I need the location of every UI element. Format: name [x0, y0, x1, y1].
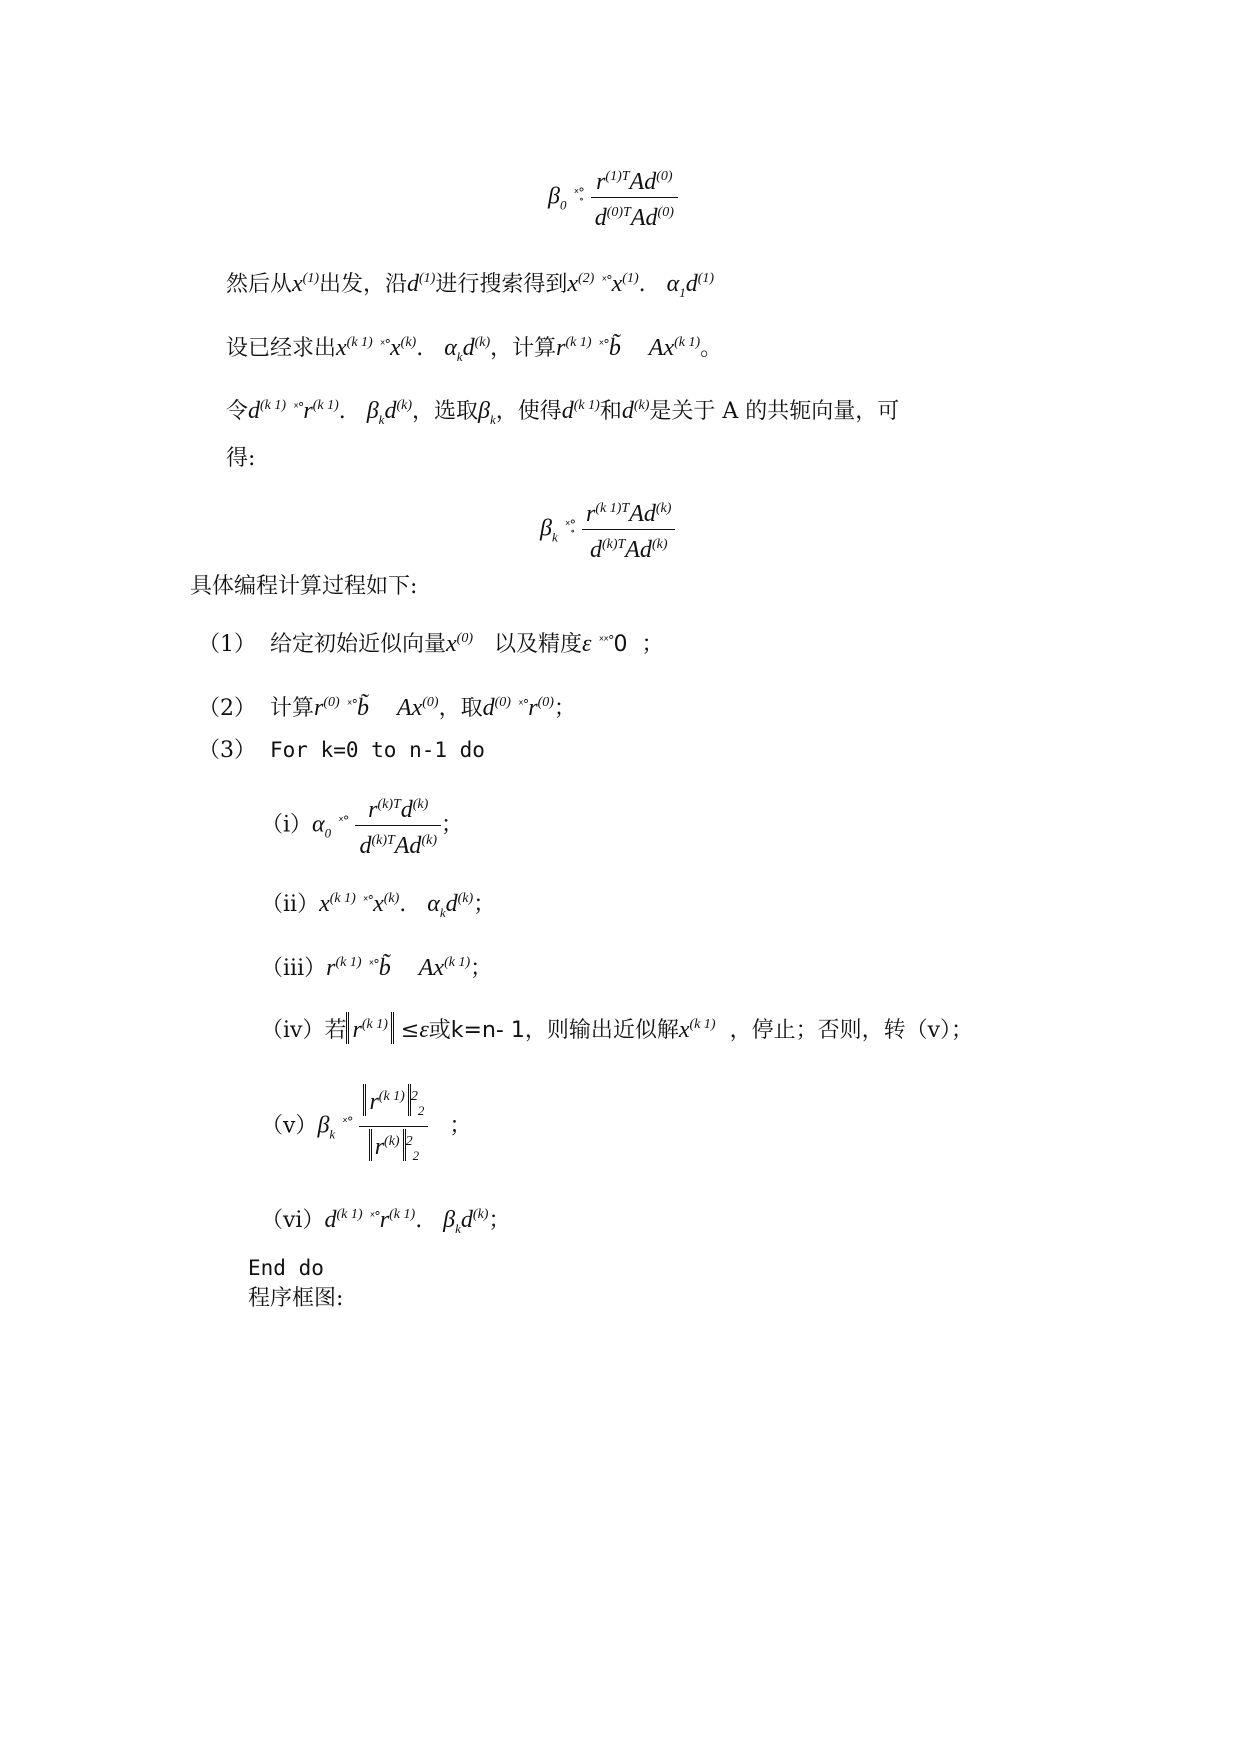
- text-line-4: 得:: [226, 446, 256, 471]
- equals-glyph: ˣ°: [598, 338, 609, 353]
- fraction-numerator: $r^{(k 1)T}Ad^{(k)}$: [582, 494, 675, 530]
- substep-iv: （iv）若 $r^{(k 1)} \le\varepsilon$或k=n- 1，则输出近似解$x^{(k 1)}$ ，停止；否则，转（v）；: [261, 1010, 973, 1046]
- substep-ii: $(ii)x^{(k 1)}$ $^{ˣ^\circ}x^{(k)}$. $\alpha_kd^{(k)}$；: [261, 891, 496, 920]
- equals-glyph: ˣ°: [368, 958, 379, 973]
- formula-betak: $\beta_k$ $^{ˣ^\circ̥}$ $\frac{r^{(k 1)T}Ad^{(k)}}{d^{(k)T}Ad^{(k)}}$: [540, 494, 675, 565]
- equals-glyph: ˣ°̥: [573, 186, 584, 202]
- text-line-3: 令$d^{(k 1)}$ $^{ˣ^\circ}r^{(k 1)}$. $\beta_kd^{(k)}$，选取$\beta_k$，使得$d^{(k 1)}$和$d^{(k)}$是关于 A 的共轭向量，可: [226, 398, 900, 427]
- substep-label: （vi）: [261, 1208, 325, 1233]
- substep-label: （iv）: [261, 1018, 325, 1043]
- end-do: End do: [248, 1256, 324, 1280]
- substep-label: （iii）: [261, 956, 327, 981]
- norm: $r^{(k 1)}$: [346, 1012, 393, 1044]
- fraction: [582, 494, 675, 565]
- step-number: （2）: [198, 696, 256, 721]
- fraction-denominator: $d^{(k)T}Ad^{(k)}$: [589, 537, 668, 563]
- equals-glyph: ˣ°̥: [564, 518, 576, 534]
- formula-beta0: [548, 162, 678, 233]
- equals-glyph: ˣ°: [379, 338, 390, 353]
- equals-glyph: ˣ°: [338, 814, 349, 830]
- substep-label: （v）: [261, 1113, 318, 1139]
- equals-glyph: ˣ°: [369, 1210, 380, 1225]
- flowchart-label: 程序框图:: [248, 1286, 344, 1311]
- substep-v: $(v)\beta_k$ $^{ˣ^\circ}$ $\frac{r^{(k 1)} ^2_2}{r^{(k)} ^2_2}$ ；: [261, 1082, 471, 1171]
- fraction-denominator: $d^{(0)T}Ad^{(0)}$: [594, 205, 674, 231]
- substep-label: （i）: [261, 812, 313, 838]
- step-3: （3） For k=0 to n-1 do: [198, 738, 485, 763]
- greater-glyph: ˣˣ°: [598, 634, 614, 649]
- fraction: [355, 790, 441, 861]
- beta-symbol: β: [548, 183, 560, 210]
- equals-glyph: ˣ°: [601, 274, 612, 289]
- step-number: （3）: [198, 738, 256, 763]
- equals-glyph: ˣ°: [517, 698, 529, 713]
- substep-iii: $(iii)r^{(k 1)}$ $^{ˣ^\circ}$b̃ $Ax^{(k 1)}$；: [261, 955, 493, 981]
- fraction: [359, 1082, 428, 1171]
- step-1: （1） 给定初始近似向量$x^{(0)}$ 以及精度ε $^{ˣˣ^\circ}$0 ；: [198, 631, 664, 657]
- beta-symbol: β: [540, 515, 552, 542]
- fraction-numerator: $r^{(k)T}d^{(k)}$: [355, 790, 441, 826]
- step-2: （2） 计算$r^{(0)}$ $^{ˣ^\circ}$b̃ Ax$^{(0)}$，取$d^{(0)}$ $^{ˣ^\circ}r^{(0)}$；: [198, 695, 576, 721]
- equals-glyph: ˣ°: [342, 1115, 353, 1131]
- fraction-denominator: $r^{(k)}$ $^2_2$: [359, 1127, 428, 1171]
- text-line-2: 设已经求出$x^{(k 1)}$ $^{ˣ^\circ}x^{(k)}$. $\alpha_kd^{(k)}$，计算$r^{(k 1)}$ $^{ˣ^\circ}$b̃ $Ax^{(k 1)}$。: [226, 335, 723, 364]
- step-number: （1）: [198, 632, 256, 657]
- text-line-1: 然后从$x^{(1)}$出发，沿$d^{(1)}$进行搜索得到$x^{(2)}$ $^{ˣ^\circ}x^{(1)}$. $\alpha_1d^{(1)}$: [226, 271, 715, 300]
- steps-intro: 具体编程计算过程如下:: [190, 574, 418, 599]
- fraction: [591, 162, 678, 233]
- substep-vi: $(vi)d^{(k 1)}$ $^{ˣ^\circ}r^{(k 1)}$. $\beta_kd^{(k)}$；: [261, 1207, 511, 1236]
- equals-glyph: ˣ°: [346, 698, 357, 713]
- subscript: 0: [559, 197, 567, 213]
- substep-label: （ii）: [261, 892, 320, 917]
- fraction-numerator: $r^{(1)T}Ad^{(0)}$: [591, 162, 678, 198]
- equals-glyph: ˣ°: [293, 401, 304, 416]
- substep-i: $(i)\alpha_0$ $^{ˣ^\circ}$ $\frac{r^{(k)T}d^{(k)}}{d^{(k)T}Ad^{(k)}}$ ；: [261, 790, 463, 861]
- fraction-denominator: $d^{(k)T}Ad^{(k)}$: [359, 833, 437, 859]
- equals-glyph: ˣ°: [362, 894, 374, 909]
- fraction-numerator: $r^{(k 1)}$ $^2_2$: [359, 1082, 428, 1127]
